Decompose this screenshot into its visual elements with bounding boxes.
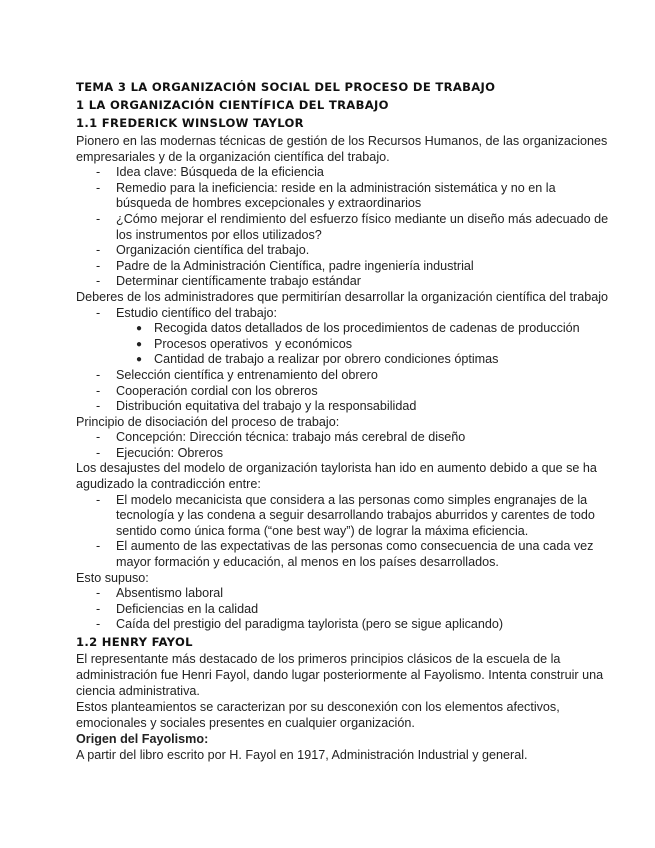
dash-marker: - <box>96 601 101 616</box>
list-item <box>76 446 636 462</box>
paragraph: El representante más destacado de los primeros principios clásicos de la escuela de la administración fue Henri Fayol, dando lugar posteriormente al Fayolismo. Intenta construir una ciencia administrativa. <box>76 652 604 698</box>
list-item <box>76 617 636 633</box>
dash-marker: - <box>96 383 101 398</box>
dash-marker: - <box>96 305 101 320</box>
document-page <box>76 78 636 763</box>
bullet-item-text: Procesos operativos y económicos <box>154 336 353 351</box>
list-item-text: Distribución equitativa del trabajo y la responsabilidad <box>116 399 417 414</box>
bullet-item <box>76 352 636 368</box>
list-item-text: El aumento de las expectativas de las personas como consecuencia de una cada vez mayor formación y educación, al menos en los países desarrollados. <box>116 539 594 570</box>
dash-marker: - <box>96 274 101 289</box>
list-item <box>76 259 636 275</box>
list-item <box>76 384 636 400</box>
bullet-item-text: Cantidad de trabajo a realizar por obrero condiciones óptimas <box>154 352 499 367</box>
subsection-heading-taylor: 1.1 FREDERICK WINSLOW TAYLOR <box>76 116 304 130</box>
list-item <box>76 602 636 618</box>
list-item <box>76 368 636 384</box>
dash-marker: - <box>96 445 101 460</box>
list-item <box>76 181 636 212</box>
paragraph: Estos planteamientos se caracterizan por su desconexión con los elementos afectivos, emocionales y sociales presentes en cualquier organización. <box>76 700 560 730</box>
list-item-text: Determinar científicamente trabajo estándar <box>116 274 362 289</box>
list-item <box>76 430 636 446</box>
dash-marker: - <box>96 430 101 445</box>
list-item <box>76 586 636 602</box>
dash-marker: - <box>96 586 101 601</box>
list-item-text: Concepción: Dirección técnica: trabajo más cerebral de diseño <box>116 430 466 445</box>
dash-marker: - <box>96 211 101 226</box>
dash-marker: - <box>96 399 101 414</box>
bold-heading: Origen del Fayolismo: <box>76 732 209 746</box>
paragraph: Deberes de los administradores que permitirían desarrollar la organización científica del trabajo <box>76 289 609 304</box>
document-title: TEMA 3 LA ORGANIZACIÓN SOCIAL DEL PROCESO DE TRABAJO <box>76 80 496 94</box>
list-item-text: Remedio para la ineficiencia: reside en la administración sistemática y no en la búsqueda de hombres excepcionales y extraordinarios <box>116 180 556 211</box>
dash-marker: - <box>96 539 101 554</box>
list-item <box>76 165 636 181</box>
bullet-item <box>76 337 636 353</box>
dash-marker: - <box>96 367 101 382</box>
dash-marker: - <box>96 258 101 273</box>
list-item-text: Cooperación cordial con los obreros <box>116 383 318 398</box>
paragraph: Esto supuso: <box>76 570 149 585</box>
dash-marker: - <box>96 492 101 507</box>
list-item-text: Estudio científico del trabajo: <box>116 305 278 320</box>
paragraph: Principio de disociación del proceso de trabajo: <box>76 414 340 429</box>
paragraph: A partir del libro escrito por H. Fayol en 1917, Administración Industrial y general. <box>76 748 528 762</box>
bullet-item-text: Recogida datos detallados de los procedimientos de cadenas de producción <box>154 321 580 336</box>
paragraph: Los desajustes del modelo de organización taylorista han ido en aumento debido a que se ha agudizado la contradicción entre: <box>76 461 597 492</box>
bullet-marker: ● <box>136 338 143 350</box>
bullet-marker: ● <box>136 354 143 366</box>
list-item <box>76 493 636 540</box>
list-item-text: Selección científica y entrenamiento del obrero <box>116 367 378 382</box>
list-item <box>76 243 636 259</box>
list-item-text: Caída del prestigio del paradigma taylorista (pero se sigue aplicando) <box>116 617 504 632</box>
list-item-text: Organización científica del trabajo. <box>116 243 310 258</box>
subsection-heading-fayol: 1.2 HENRY FAYOL <box>76 635 193 649</box>
list-item-text: Padre de la Administración Científica, padre ingeniería industrial <box>116 258 474 273</box>
list-item-text: Absentismo laboral <box>116 586 224 601</box>
section-heading: 1 LA ORGANIZACIÓN CIENTÍFICA DEL TRABAJO <box>76 98 389 112</box>
list-item-text: El modelo mecanicista que considera a las personas como simples engranajes de la tecnología y las condena a seguir desarrollando trabajos aburridos y carentes de todo sentido como única forma (“one best way”) de lograr la máxima eficiencia. <box>116 492 595 538</box>
bullet-marker: ● <box>136 323 143 335</box>
list-item-text: Ejecución: Obreros <box>116 445 224 460</box>
dash-marker: - <box>96 180 101 195</box>
list-item <box>76 399 636 415</box>
dash-marker: - <box>96 617 101 632</box>
list-item-text: ¿Cómo mejorar el rendimiento del esfuerzo físico mediante un diseño más adecuado de los instrumentos por ellos utilizados? <box>116 211 609 242</box>
bullet-item <box>76 321 636 337</box>
list-item-text: Idea clave: Búsqueda de la eficiencia <box>116 165 324 180</box>
list-item <box>76 212 636 243</box>
list-item-text: Deficiencias en la calidad <box>116 601 259 616</box>
list-item <box>76 539 636 570</box>
dash-marker: - <box>96 165 101 180</box>
dash-marker: - <box>96 243 101 258</box>
paragraph: Pionero en las modernas técnicas de gestión de los Recursos Humanos, de las organizaciones empresariales y de la organización científica del trabajo. <box>76 134 608 164</box>
list-item <box>76 306 636 322</box>
list-item <box>76 274 636 290</box>
